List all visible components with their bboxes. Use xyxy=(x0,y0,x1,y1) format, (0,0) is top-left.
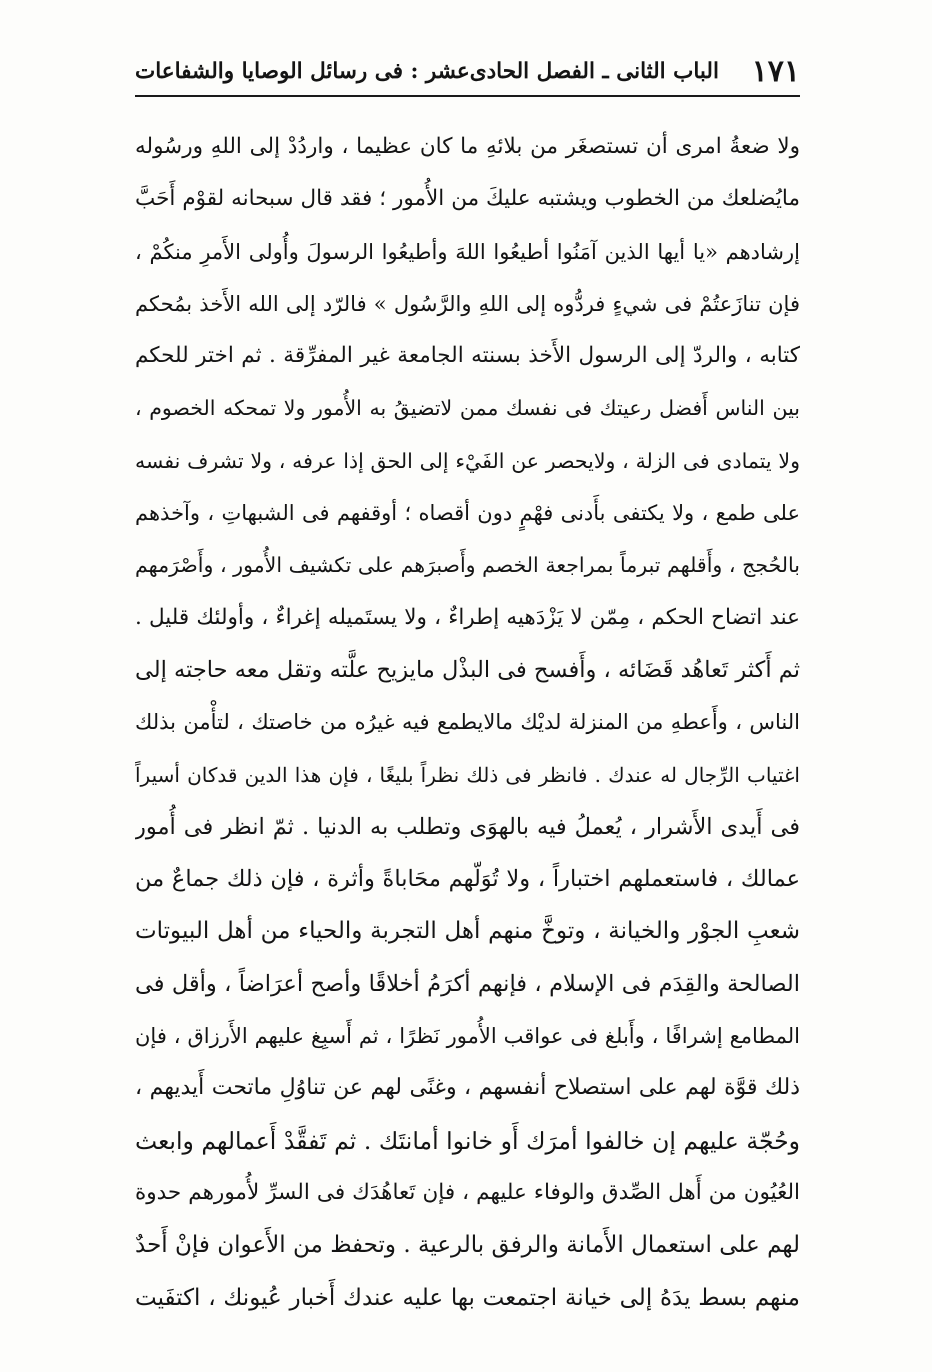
text-line: عمالك ، فاستعملهم اختباراً ، ولا تُوَلّهم محَاباةً وأثرة ، فإن ذلك جماعٌ من xyxy=(135,866,800,893)
text-line: فإن تنازَعتُمْ فى شيءٍ فردُّوه إلى اللهِ والرَّسُول » فالرّد إلى الله الأَخذ بمُحكم xyxy=(135,291,800,316)
text-line: العُيُون من أَهل الصِّدق والوفاء عليهم ، فإن تَعاهُدَك فى السرِّ لأُمورهم حدوة xyxy=(135,1179,800,1205)
text-line: اغتياب الرِّجال له عندك . فانظر فى ذلك نظراً بليغًا ، فإن هذا الدين قدكان أسيراً xyxy=(135,762,800,787)
text-line: على طمع ، ولا يكتفى بأَدنى فهْمٍ دون أقصاه ؛ أوقفهم فى الشبهاتِ ، وآخذهم xyxy=(135,501,800,526)
body-text xyxy=(135,121,800,1324)
header-rule xyxy=(135,95,800,97)
text-line: شعبِ الجوْر والخيانة ، وتوخَّ منهم أهل التجربة والحياء من أهل البيوتات xyxy=(135,918,800,945)
text-line: وحُجّة عليهم إن خالفوا أمرَك أَو خانوا أمانتَك . ثم تَفقَّدْ أَعمالهم وابعث xyxy=(135,1126,800,1155)
text-line: كتابه ، والردّ إلى الرسول الأَخذ بسنته الجامعة غير المفرِّقة . ثم اختر للحكم xyxy=(135,343,800,369)
text-line: إرشادهم «يا أيها الذين آمَنُوا أطيعُوا اللهَ وأطيعُوا الرسولَ وأُولى الأَمرِ منكُمْ ، xyxy=(135,239,800,264)
text-line: الصالحة والقِدَم فى الإسلام ، فإنهم أكرَمُ أخلاقًا وأصح أعرَاضاً ، وأقل فى xyxy=(135,970,800,997)
text-line: المطامع إشرافًا ، وأَبلغ فى عواقب الأُمور نَظرًا ، ثم أَسبِغ عليهم الأَرزاق ، فإن xyxy=(135,1024,800,1049)
text-line: الناس ، وأَعطهِ من المنزلة لديْك مالايطمع فيه غيرُه من خاصتك ، لتأْمن بذلك xyxy=(135,710,800,735)
text-line: لهم على استعمال الأَمانة والرفق بالرعية . وتحفظ من الأَعوان فإنْ أَحدٌ xyxy=(135,1232,800,1259)
text-line: ولا ضعةُ امرى أن تستصغَر من بلائهِ ما كان عظيما ، واردُدْ إلى اللهِ ورسُوله xyxy=(135,134,800,159)
text-line: بالحُجج ، وأَقلهم تبرماً بمراجعة الخصم وأَصبرَهم على تكشيف الأُمور ، وأَصْرَمهم xyxy=(135,553,800,578)
text-line: منهم بسط يدَهُ إلى خيانة اجتمعت بها عليه عندك أَخبار عُيونك ، اكتفَيت xyxy=(135,1284,800,1311)
page-header xyxy=(135,42,800,96)
text-line: فى أَيدى الأَشرار ، يُعملُ فيه بالهوَى وتطلب به الدنيا . ثمّ انظر فى أُمور xyxy=(135,813,800,840)
text-line: ثم أَكثر تَعاهُد قَضَائه ، وأَفسح فى البذْل مايزيح علَّته وتقل معه حاجته إلى xyxy=(135,656,800,683)
text-line: ذلك قوَّة لهم على استصلاح أنفسهم ، وغنًى لهم عن تناوُلِ ماتحت أَيديهم ، xyxy=(135,1075,800,1101)
running-title: الباب الثانى ـ الفصل الحادى‌عشر : فى رسائل الوصايا والشفاعات xyxy=(135,59,719,84)
text-line: مايُضلعك من الخطوب ويشتبه عليكَ من الأُمور ؛ فقد قال سبحانه لقوْم أَحَبَّ xyxy=(135,186,800,212)
text-line: بين الناس أَفضل رعيتك فى نفسك ممن لاتضيقُ به الأُمور ولا تمحكه الخصوم ، xyxy=(135,396,800,421)
text-line: ولا يتمادى فى الزلة ، ولايحصر عن الفَيْء إلى الحق إذا عرفه ، ولا تشرف نفسه xyxy=(135,448,800,473)
text-line: عند اتضاح الحكم ، مِمّن لا يَزْدَهيه إطراءٌ ، ولا يستَميله إغراءٌ ، وأولئك قليل . xyxy=(135,604,800,630)
page-number: ١٧١ xyxy=(751,54,800,89)
